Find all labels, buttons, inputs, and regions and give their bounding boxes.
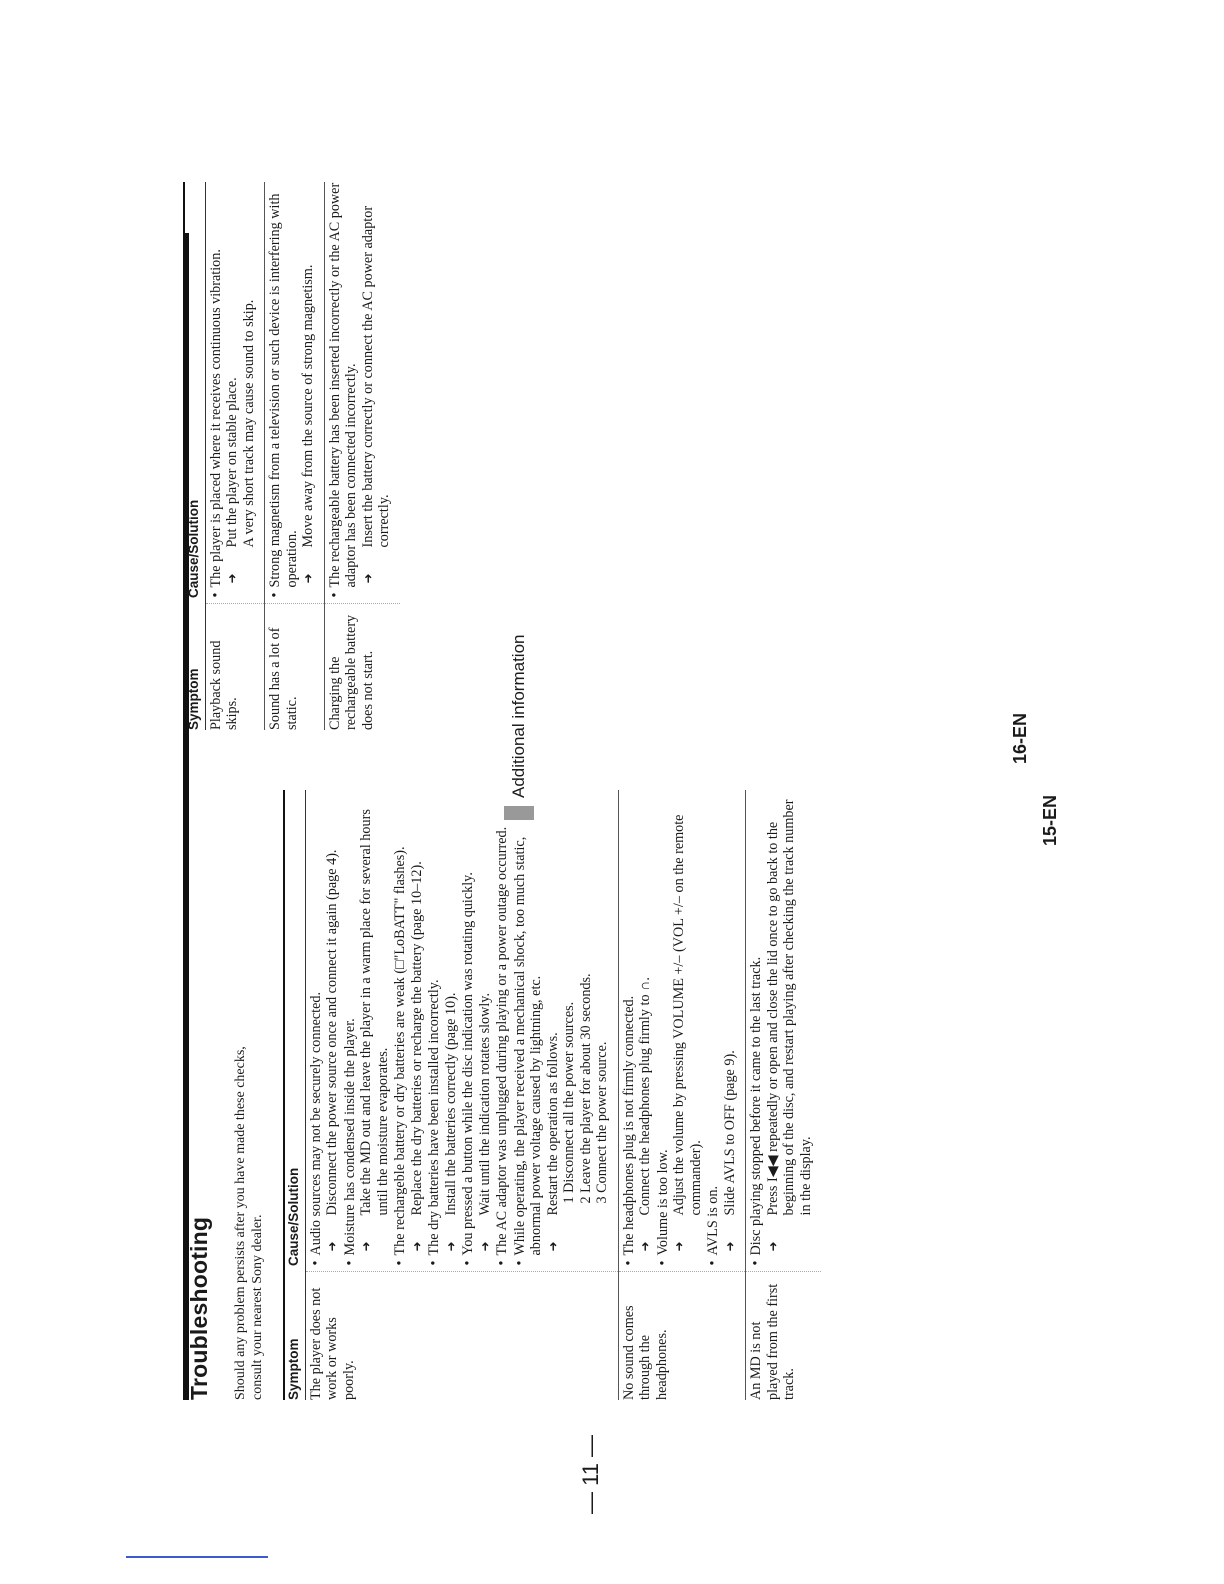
solution-item: ➜ Replace the dry batteries or recharge the battery (page 10–12).: [408, 861, 425, 1252]
table-row: [746, 790, 822, 1400]
step-item: 2 Leave the player for about 30 seconds.: [577, 973, 594, 1204]
footer-page-marker: — 11 —: [578, 1434, 603, 1514]
page-title: Troubleshooting: [186, 1216, 212, 1400]
step-item: 3 Connect the power source.: [594, 1041, 610, 1204]
cause-item: • The headphones plug is not firmly connected. ➜ Connect the headphones plug firmly to ∩.: [621, 790, 654, 1266]
cause-header: Cause/Solution: [284, 790, 305, 1272]
cause-item: • Audio sources may not be securely connected. ➜ Disconnect the power source once and connect it again (page 4).: [308, 790, 341, 1266]
left-page: [0, 794, 1224, 1584]
cause-item: • The rechargeble battery or dry batteries are weak (□"LoBATT" flashes). ➜ Replace the dry batteries or recharge the battery (page 10–12).: [392, 790, 425, 1266]
table-row: [205, 182, 265, 730]
symptom-header: Symptom: [284, 1272, 305, 1400]
step-item: 1 Disconnect all the power sources.: [561, 1001, 577, 1204]
cause-item: • The player is placed where it receives continuous vibration. ➜ Put the player on stable place. A very short track may cause sound to skip.: [208, 182, 258, 598]
solution-item: ➜ Restart the operation as follows.: [544, 1032, 561, 1252]
table-row: [324, 182, 400, 730]
solution-item: ➜ Install the batteries correctly (page 10).: [442, 992, 459, 1252]
cause-cell: [205, 182, 265, 604]
solution-item: ➜ Slide AVLS to OFF (page 9).: [721, 1050, 738, 1252]
cause-item: • Moisture has condensed inside the player. ➜ Take the MD out and leave the player in a warm place for several hours until the moisture evaporates.: [342, 790, 392, 1266]
solution-item: ➜ Move away from the source of strong magnetism.: [300, 264, 316, 584]
additional-information-heading: [504, 635, 534, 820]
troubleshooting-table-left: [283, 790, 821, 1400]
arrow-icon: ➜: [325, 1241, 339, 1252]
cause-cell: [746, 790, 822, 1272]
arrow-icon: ➜: [359, 1241, 373, 1252]
arrow-icon: ➜: [409, 1241, 424, 1252]
page-number: 15-EN: [1040, 794, 1060, 846]
cause-item: • The dry batteries have been installed incorrectly. ➜ Install the batteries correctly (page 10).: [426, 790, 459, 1266]
arrow-icon: ➜: [477, 1241, 492, 1252]
symptom-header: Symptom: [184, 604, 205, 730]
solution-note: A very short track may cause sound to skip.: [240, 299, 257, 548]
section-heading: Additional information: [509, 634, 528, 798]
cause-item: • The AC adaptor was unplugged during playing or a power outage occurred.: [494, 790, 511, 1266]
arrow-icon: ➜: [443, 1241, 458, 1252]
solution-item: ➜ Take the MD out and leave the player in a warm place for several hours until the moisture evaporates.: [358, 809, 391, 1252]
arrow-icon: ➜: [765, 1241, 780, 1252]
cause-item: • Volume is too low. ➜ Adjust the volume by pressing VOLUME +/– (VOL +/– on the remote commander).: [655, 790, 705, 1266]
symptom-cell: No sound comes through the headphones.: [618, 1272, 746, 1400]
symptom-cell: Sound has a lot of static.: [265, 604, 325, 730]
table-row: [305, 790, 618, 1400]
symptom-cell: The player does not work or works poorly.: [307, 1287, 357, 1400]
solution-item: ➜ Wait until the indication rotates slowly.: [476, 992, 493, 1252]
solution-item: ➜ Press I◀◀ repeatedly or open and close the lid once to go back to the beginning of the disc, and restart playing after checking the track number in the display.: [764, 799, 814, 1252]
arrow-icon: ➜: [545, 1241, 560, 1252]
cause-cell: [324, 182, 400, 604]
cause-item: • Strong magnetism from a television or such device is interfering with operation. ➜ Move away from the source of strong magnetism.: [267, 182, 317, 598]
symptom-cell: Playback sound skips.: [207, 640, 240, 730]
symptom-cell: An MD is not played from the first track.: [746, 1272, 822, 1400]
cause-item: • The rechargeable battery has been inserted incorrectly or the AC power adaptor has been connected incorrectly. ➜ Insert the battery correctly or connect the AC power adaptor correctly.: [327, 182, 393, 598]
solution-item: ➜ Put the player on stable place.: [224, 377, 240, 584]
solution-item: ➜ Connect the headphones plug firmly to ∩.: [637, 977, 653, 1252]
cause-header: Cause/Solution: [184, 182, 205, 604]
table-row: [618, 790, 746, 1400]
cause-item: • You pressed a button while the disc indication was rotating quickly. ➜ Wait until the indication rotates slowly.: [460, 790, 493, 1266]
cause-cell: [618, 790, 746, 1272]
solution-item: ➜ Adjust the volume by pressing VOLUME +/– (VOL +/– on the remote commander).: [671, 814, 704, 1252]
intro-text: Should any problem persists after you have made these checks, consult your nearest Sony dealer.: [233, 1046, 265, 1400]
page-number: 16-EN: [1010, 712, 1030, 764]
arrow-icon: ➜: [672, 1241, 686, 1252]
cause-cell: [265, 182, 325, 604]
arrow-icon: ➜: [360, 573, 375, 584]
symptom-cell: Charging the rechargeable battery does not start.: [324, 604, 400, 730]
arrow-icon: ➜: [225, 573, 239, 584]
arrow-icon: ➜: [722, 1241, 737, 1252]
solution-item: ➜ Insert the battery correctly or connect the AC power adaptor correctly.: [359, 205, 392, 584]
solution-item: ➜ Disconnect the power source once and connect it again (page 4).: [324, 849, 340, 1252]
cause-cell: [305, 790, 618, 1272]
table-row: [265, 182, 325, 730]
troubleshooting-table-right: [183, 182, 400, 730]
cause-item: • Disc playing stopped before it came to the last track. ➜ Press I◀◀ repeatedly or open and close the lid once to go back to the beginning of the disc, and restart playing after checking the track number in the display.: [748, 790, 814, 1266]
arrow-icon: ➜: [638, 1241, 652, 1252]
arrow-icon: ➜: [301, 573, 315, 584]
scan-artifact-line: [126, 1556, 268, 1558]
section-marker-icon: [504, 806, 534, 820]
cause-item: • While operating, the player received a mechanical shock, too much static, abnormal power voltage caused by lightning, etc. ➜ Restart the operation as follows. 1 Disconnect all the power sources. 2 Leave the player for about 30 seconds. 3 Connect the power source.: [512, 790, 611, 1266]
cause-item: • AVLS is on. ➜ Slide AVLS to OFF (page 9).: [705, 790, 738, 1266]
